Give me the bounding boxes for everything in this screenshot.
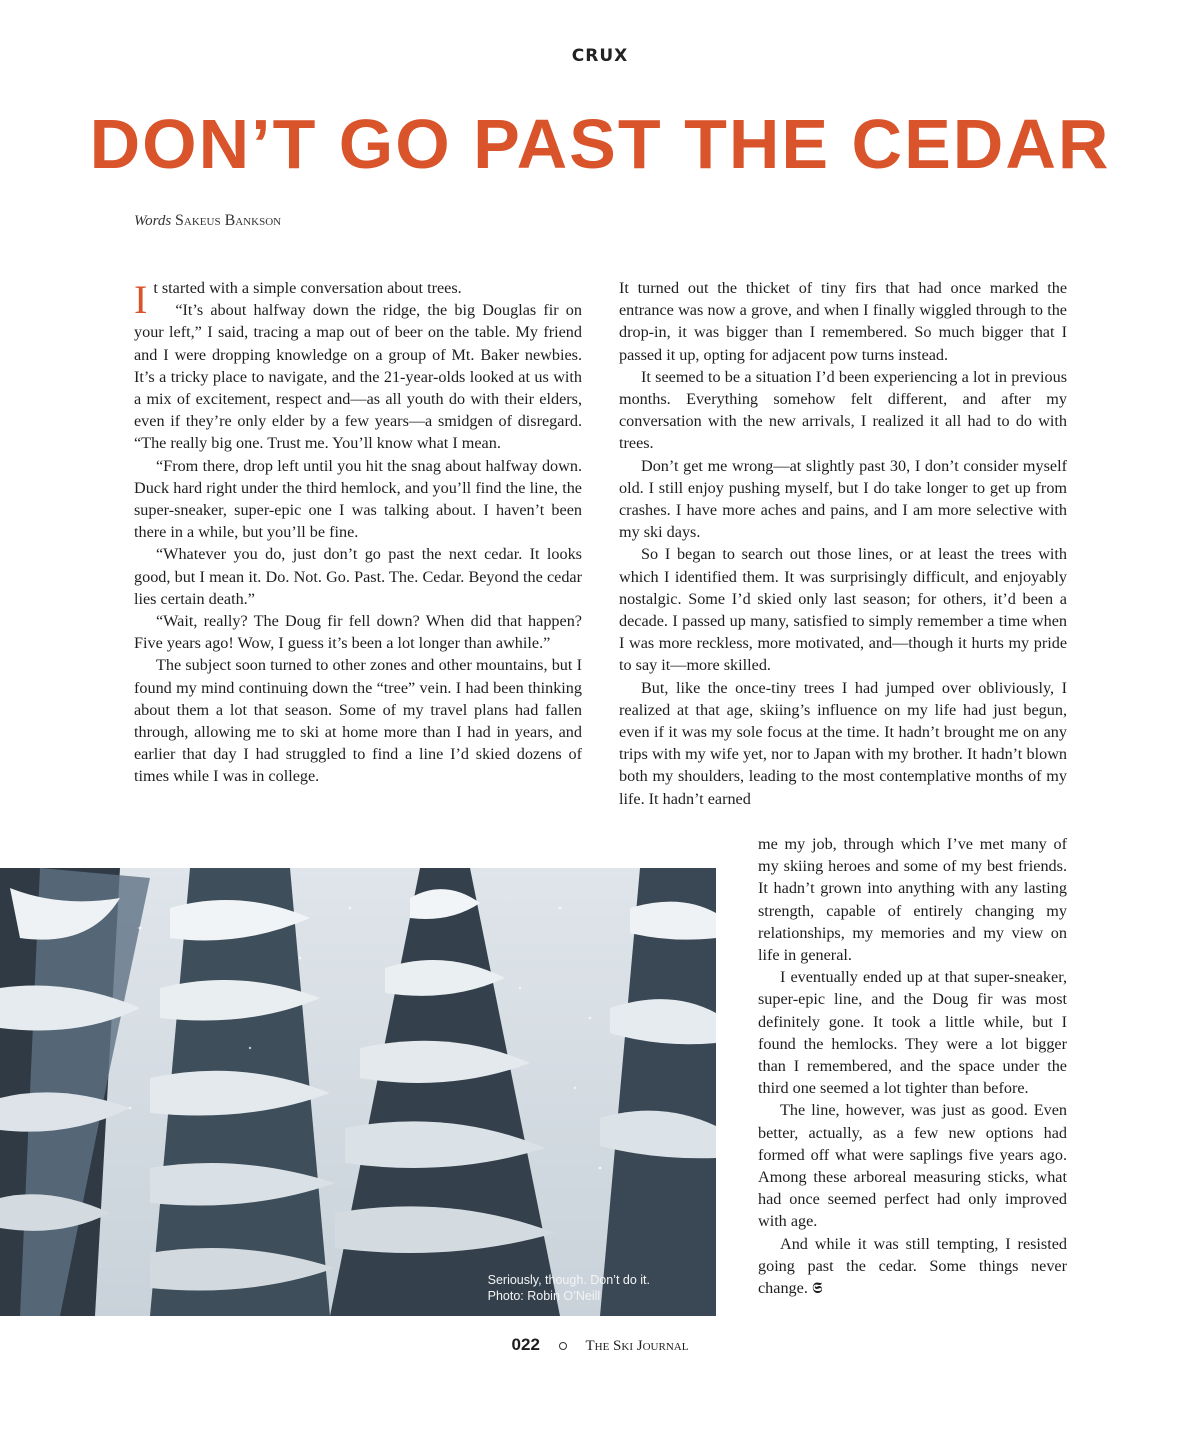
photo-credit: Photo: Robin O’Neill bbox=[487, 1289, 601, 1303]
article-column-3 bbox=[758, 833, 1067, 1299]
byline-label: Words bbox=[134, 213, 172, 229]
article-title: DON’T GO PAST THE CEDAR bbox=[89, 105, 1111, 183]
paragraph: It started with a simple conversation about trees. bbox=[134, 277, 462, 322]
page-number: 022 bbox=[511, 1335, 540, 1354]
byline bbox=[134, 212, 281, 230]
paragraph: It seemed to be a situation I’d been experiencing a lot in previous months. Everything somehow felt different, and after my conversation with the new arrivals, I realized it all had to do with trees. bbox=[619, 367, 1067, 453]
caption-text: Seriously, though. Don’t do it. bbox=[487, 1273, 650, 1287]
bullet-icon bbox=[559, 1342, 567, 1350]
paragraph: I eventually ended up at that super-sneaker, super-epic line, and the Doug fir was most definitely gone. It took a little while, but I found the hemlocks. They were a lot bigger than I remembered, and the space under the third one seemed a lot tighter than before. bbox=[758, 968, 1067, 1098]
paragraph: So I began to search out those lines, or at least the trees with which I identified them. It was surprisingly difficult, and enjoyably nostalgic. Some I’d skied only last season; for others, it’d been a decade. I passed up many, satisfied to simply remember a time when I was more reckless, more motivated, and—though it hurts my pride to say it—more skilled. bbox=[619, 545, 1067, 675]
paragraph: The subject soon turned to other zones and other mountains, but I found my mind continuing down the “tree” vein. I had been thinking about them a lot that season. Some of my travel plans had fallen through, allowing me to ski at home more than I had in years, and earlier that day I had struggled to find a line I’d skied dozens of times while I was in college. bbox=[134, 656, 582, 786]
photo-illustration bbox=[0, 868, 716, 1316]
paragraph: It turned out the thicket of tiny firs that had once marked the entrance was now a grove, and when I finally wiggled through to the drop-in, it was bigger than I remembered. So much bigger that I passed it up, opting for adjacent pow turns instead. bbox=[619, 279, 1067, 364]
paragraph: The line, however, was just as good. Even better, actually, as a few new options had formed off what were saplings five years ago. Among these arboreal measuring sticks, what had once seemed perfect had only improved with age. bbox=[758, 1101, 1067, 1231]
photo-caption bbox=[488, 1272, 650, 1304]
paragraph: “It’s about halfway down the ridge, the big Douglas fir on your left,” I said, tracing a map out of beer on the table. My friend and I were dropping knowledge on a group of Mt. Baker newbies. It’s a tricky place to navigate, and the 21-year-olds looked at us with a mix of excitement, respect and—as all youth do with their elders, even if they’re only elder by a few years—a smidgen of disregard. “The really big one. Trust me. You’ll know what I mean. bbox=[134, 301, 582, 453]
paragraph: “Whatever you do, just don’t go past the next cedar. It looks good, but I mean it. Do. Not. Go. Past. The. Cedar. Beyond the cedar lies certain death.” bbox=[134, 545, 582, 608]
byline-author: Sakeus Bankson bbox=[175, 212, 282, 229]
page-footer bbox=[0, 1335, 1200, 1355]
paragraph: And while it was still tempting, I resisted going past the cedar. Some things never change. 𝕾 bbox=[758, 1234, 1067, 1298]
publication-name: The Ski Journal bbox=[585, 1338, 689, 1354]
drop-cap: I bbox=[134, 277, 148, 322]
paragraph: “From there, drop left until you hit the snag about halfway down. Duck hard right under the third hemlock, and you’ll find the line, the super-sneaker, super-epic one I was talking about. I haven’t been there in a while, but you’ll be fine. bbox=[134, 456, 582, 542]
snowy-trees-photo bbox=[0, 868, 716, 1316]
article-column-2 bbox=[619, 277, 1067, 810]
section-label: CRUX bbox=[571, 46, 629, 66]
article-column-1 bbox=[134, 277, 582, 788]
paragraph: Don’t get me wrong—at slightly past 30, I don’t consider myself old. I still enjoy pushing myself, but I do take longer to get up from crashes. I have more aches and pains, and I am more selective with my ski days. bbox=[619, 456, 1067, 542]
paragraph: But, like the once-tiny trees I had jumped over obliviously, I realized at that age, skiing’s influence on my life had just begun, even if it was my sole focus at the time. It hadn’t brought me on any trips with my wife yet, nor to Japan with my brother. It hadn’t blown both my shoulders, leading to the most contemplative months of my life. It hadn’t earned bbox=[619, 678, 1067, 808]
paragraph: “Wait, really? The Doug fir fell down? When did that happen? Five years ago! Wow, I guess it’s been a lot longer than awhile.” bbox=[134, 612, 582, 653]
paragraph: me my job, through which I’ve met many of my skiing heroes and some of my best friends. It hadn’t grown into anything with any lasting strength, capable of entirely changing my relationships, my memories and my view on life in general. bbox=[758, 835, 1067, 965]
